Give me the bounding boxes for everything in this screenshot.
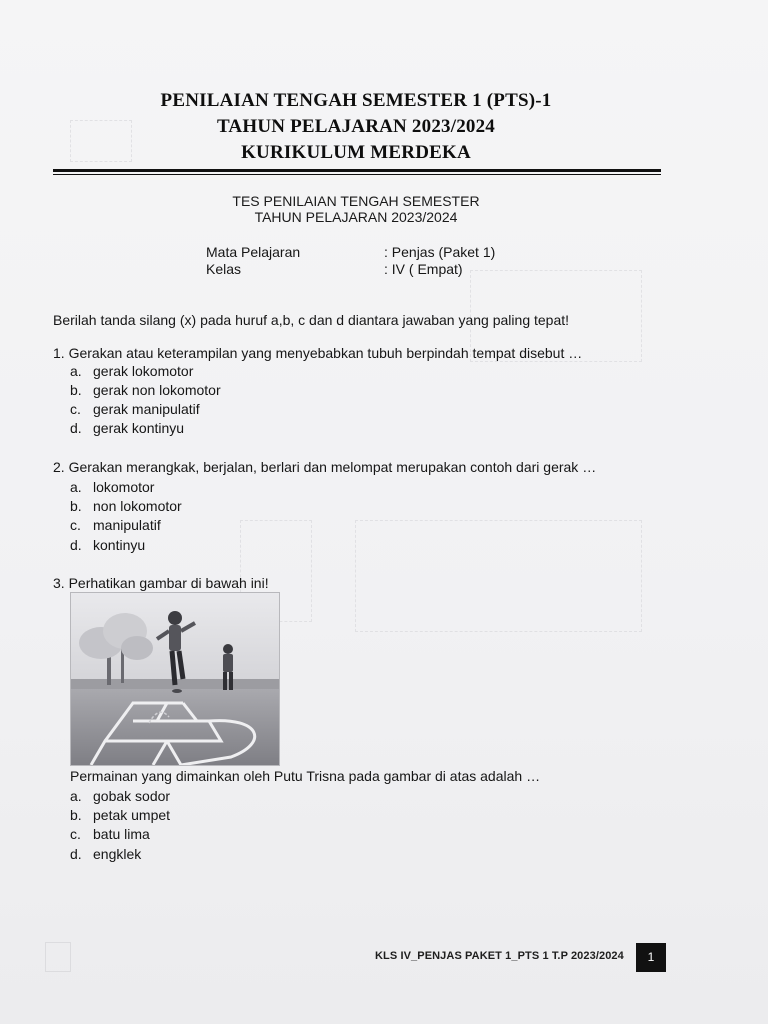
- question-number: 1.: [53, 345, 65, 361]
- option-letter: c.: [70, 401, 81, 417]
- q2-option-d[interactable]: [70, 537, 145, 553]
- option-letter: b.: [70, 498, 82, 514]
- meta-value-class: : IV ( Empat): [384, 261, 463, 277]
- option-text: gerak non lokomotor: [93, 382, 221, 398]
- ghost-artifact: [45, 942, 71, 972]
- option-text: kontinyu: [93, 537, 146, 553]
- option-letter: b.: [70, 807, 82, 823]
- subtitle-year: TAHUN PELAJARAN 2023/2024: [254, 209, 458, 225]
- option-text: non lokomotor: [93, 498, 182, 514]
- header-rule: [53, 169, 661, 172]
- q3-option-b[interactable]: [70, 807, 170, 823]
- page-title: PENILAIAN TENGAH SEMESTER 1 (PTS)-1: [160, 90, 552, 111]
- footer-text: KLS IV_PENJAS PAKET 1_PTS 1 T.P 2023/2024: [375, 950, 624, 962]
- header-rule-thin: [53, 174, 661, 175]
- question-3: [53, 575, 269, 591]
- option-letter: d.: [70, 537, 82, 553]
- option-letter: b.: [70, 382, 82, 398]
- meta-value-subject: : Penjas (Paket 1): [384, 244, 496, 260]
- option-text: petak umpet: [93, 807, 171, 823]
- option-letter: c.: [70, 517, 81, 533]
- q2-option-c[interactable]: [70, 517, 161, 533]
- option-text: manipulatif: [93, 517, 161, 533]
- hopscotch-image: [71, 593, 279, 765]
- option-text: gerak manipulatif: [93, 401, 200, 417]
- question-text: Gerakan atau keterampilan yang menyebabkan tubuh berpindah tempat disebut …: [68, 345, 583, 361]
- question-text: Gerakan merangkak, berjalan, berlari dan melompat merupakan contoh dari gerak …: [68, 459, 597, 475]
- option-letter: a.: [70, 788, 82, 804]
- option-letter: d.: [70, 420, 82, 436]
- page-title-curriculum: KURIKULUM MERDEKA: [241, 142, 471, 163]
- question-number: 2.: [53, 459, 65, 475]
- ghost-artifact: [355, 520, 642, 632]
- q1-option-c[interactable]: [70, 401, 200, 417]
- q3-option-d[interactable]: [70, 846, 141, 862]
- q1-option-d[interactable]: [70, 420, 184, 436]
- q2-option-a[interactable]: [70, 479, 154, 495]
- question-3-prompt: Permainan yang dimainkan oleh Putu Trisna pada gambar di atas adalah …: [70, 768, 541, 784]
- option-text: gobak sodor: [93, 788, 171, 804]
- q2-option-b[interactable]: [70, 498, 182, 514]
- page-number: 1: [636, 943, 666, 972]
- question-number: 3.: [53, 575, 65, 591]
- hopscotch-illustration: [70, 592, 280, 766]
- q1-option-a[interactable]: [70, 363, 193, 379]
- instruction-text: Berilah tanda silang (x) pada huruf a,b, c dan d diantara jawaban yang paling tepat!: [53, 312, 570, 328]
- option-letter: a.: [70, 479, 82, 495]
- question-2: [53, 459, 596, 475]
- option-letter: a.: [70, 363, 82, 379]
- question-text: Perhatikan gambar di bawah ini!: [68, 575, 269, 591]
- option-text: gerak lokomotor: [93, 363, 194, 379]
- subtitle: TES PENILAIAN TENGAH SEMESTER: [232, 193, 480, 209]
- question-1: [53, 345, 582, 361]
- meta-label-subject: Mata Pelajaran: [206, 244, 301, 260]
- option-text: gerak kontinyu: [93, 420, 185, 436]
- meta-label-class: Kelas: [206, 261, 242, 277]
- option-text: lokomotor: [93, 479, 155, 495]
- q1-option-b[interactable]: [70, 382, 221, 398]
- option-text: engklek: [93, 846, 142, 862]
- option-letter: c.: [70, 826, 81, 842]
- option-text: batu lima: [93, 826, 150, 842]
- q3-option-a[interactable]: [70, 788, 170, 804]
- page-title-year: TAHUN PELAJARAN 2023/2024: [216, 116, 496, 137]
- q3-option-c[interactable]: [70, 826, 150, 842]
- option-letter: d.: [70, 846, 82, 862]
